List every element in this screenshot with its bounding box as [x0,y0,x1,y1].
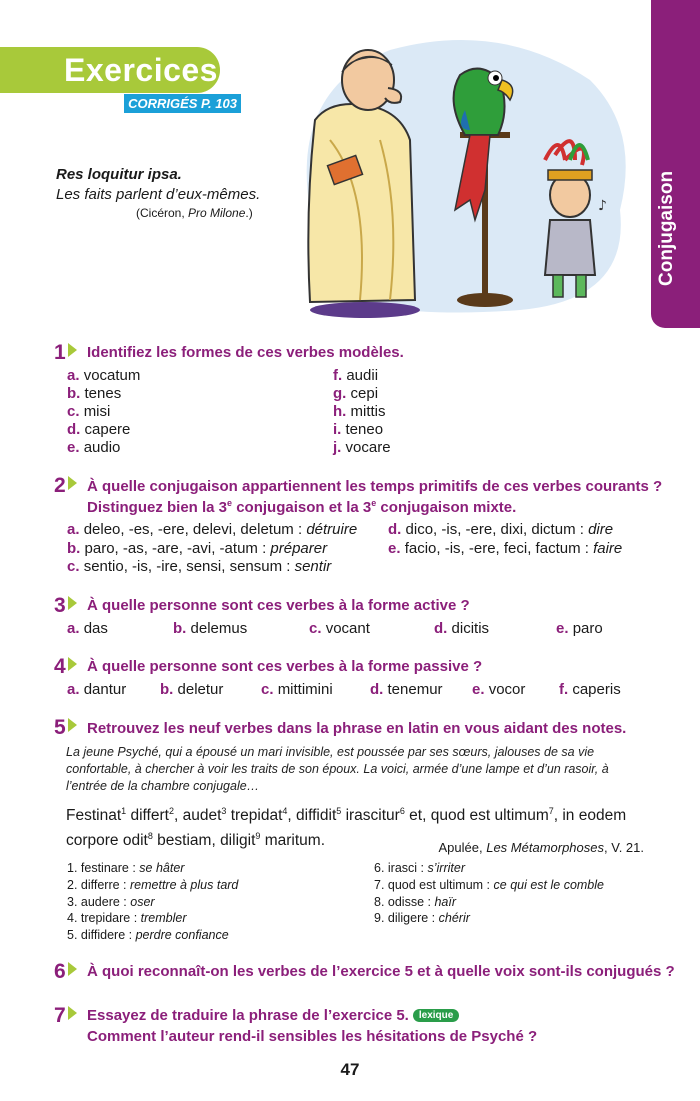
cartoon-illustration [270,10,640,330]
arrow-icon [68,596,77,610]
q5-note: 7. quod est ultimum : ce qui est le comble [374,878,604,892]
q7-number: 7 [54,1004,77,1028]
q4-item: a. dantur [67,681,127,698]
q5-note: 4. trepidare : trembler [67,911,187,925]
q1-text: Identifiez les formes de ces verbes modèles. [87,344,404,361]
q1-item: d. capere [67,421,131,438]
q2-text-line2: Distinguez bien la 3e conjugaison et la 3e conjugaison mixte. [87,498,517,516]
arrow-icon [68,343,77,357]
q2-item: a. deleo, -es, -ere, delevi, deletum : détruire [67,521,358,538]
q1-item: f. audii [333,367,379,384]
q5-source: Apulée, Les Métamorphoses, V. 21. [438,840,644,855]
q3-number: 3 [54,594,77,618]
arrow-icon [68,476,77,490]
quote-french: Les faits parlent d’eux-mêmes. [56,186,261,203]
q1-item: g. cepi [333,385,379,402]
q5-note: 1. festinare : se hâter [67,861,185,875]
q5-note: 2. differre : remettre à plus tard [67,878,239,892]
q3-item: a. das [67,620,108,637]
q3-item: b. delemus [173,620,248,637]
lexique-badge: lexique [413,1009,459,1022]
arrow-icon [68,718,77,732]
q2-item: b. paro, -as, -are, -avi, -atum : préparer [67,540,328,557]
q1-item: a. vocatum [67,367,141,384]
q5-note: 8. odisse : haïr [374,895,456,909]
q5-number: 5 [54,716,77,740]
arrow-icon [68,1006,77,1020]
q4-item: b. deletur [160,681,224,698]
q7-text-line2: Comment l’auteur rend-il sensibles les hésitations de Psyché ? [87,1028,538,1045]
q4-item: c. mittimini [261,681,333,698]
q5-latin-passage: Festinat$^1$ differt$^2$, audet$^3$ trepidat$^4$, diffidit$^5$ irascitur$^6$ et, quod est ultimum$^7$, in eodem corpore odit$^8$ bestiam, diligit$^9$ maritum. [66,806,627,850]
arrow-icon [68,962,77,976]
q6-text: À quoi reconnaît-on les verbes de l’exercice 5 et à quelle voix sont-ils conjugués ? [87,963,675,980]
q6-number: 6 [54,960,77,984]
q1-item: c. misi [67,403,111,420]
q3-item: e. paro [556,620,603,637]
q7-text-line1: Essayez de traduire la phrase de l’exercice 5. lexique [87,1007,459,1024]
q4-number: 4 [54,655,77,679]
q3-item: d. dicitis [434,620,490,637]
q2-item: c. sentio, -is, -ire, sensi, sensum : sentir [67,558,332,575]
q2-text-line1: À quelle conjugaison appartiennent les temps primitifs de ces verbes courants ? [87,478,663,495]
q1-item: h. mittis [333,403,386,420]
page-title: Exercices [64,52,218,88]
q5-note: 3. audere : oser [67,895,155,909]
q3-item: c. vocant [309,620,370,637]
svg-text:♪: ♪ [598,198,607,214]
q1-number: 1 [54,341,77,365]
q5-note: 9. diligere : chérir [374,911,470,925]
q4-item: e. vocor [472,681,526,698]
q1-item: e. audio [67,439,121,456]
arrow-icon [68,657,77,671]
q5-intro: La jeune Psyché, qui a épousé un mari invisible, est poussée par ses sœurs, jalouses de sa vie confortable, à chercher à voir les traits de son époux. La voici, armée d’une lampe et d’un rasoir, à l’entrée de la chambre conjugale… [66,745,609,793]
quote-source: (Cicéron, Pro Milone.) [136,206,253,220]
q1-item: i. teneo [333,421,384,438]
page-number: 47 [340,1060,360,1079]
q2-item: e. facio, -is, -ere, feci, factum : faire [388,540,623,557]
side-tab-label: Conjugaison [656,170,677,286]
q3-text: À quelle personne sont ces verbes à la forme active ? [87,597,470,614]
q5-note: 5. diffidere : perdre confiance [67,928,229,942]
q5-note: 6. irasci : s’irriter [374,861,465,875]
quote-latin: Res loquitur ipsa. [56,166,182,183]
q4-item: f. caperis [559,681,621,698]
q5-text: Retrouvez les neuf verbes dans la phrase en latin en vous aidant des notes. [87,720,627,737]
q2-number: 2 [54,474,77,498]
q1-item: b. tenes [67,385,122,402]
corriges-badge: CORRIGÉS P. 103 [124,94,241,113]
q4-text: À quelle personne sont ces verbes à la forme passive ? [87,658,483,675]
q2-item: d. dico, -is, -ere, dixi, dictum : dire [388,521,614,538]
q1-item: j. vocare [333,439,391,456]
q4-item: d. tenemur [370,681,443,698]
